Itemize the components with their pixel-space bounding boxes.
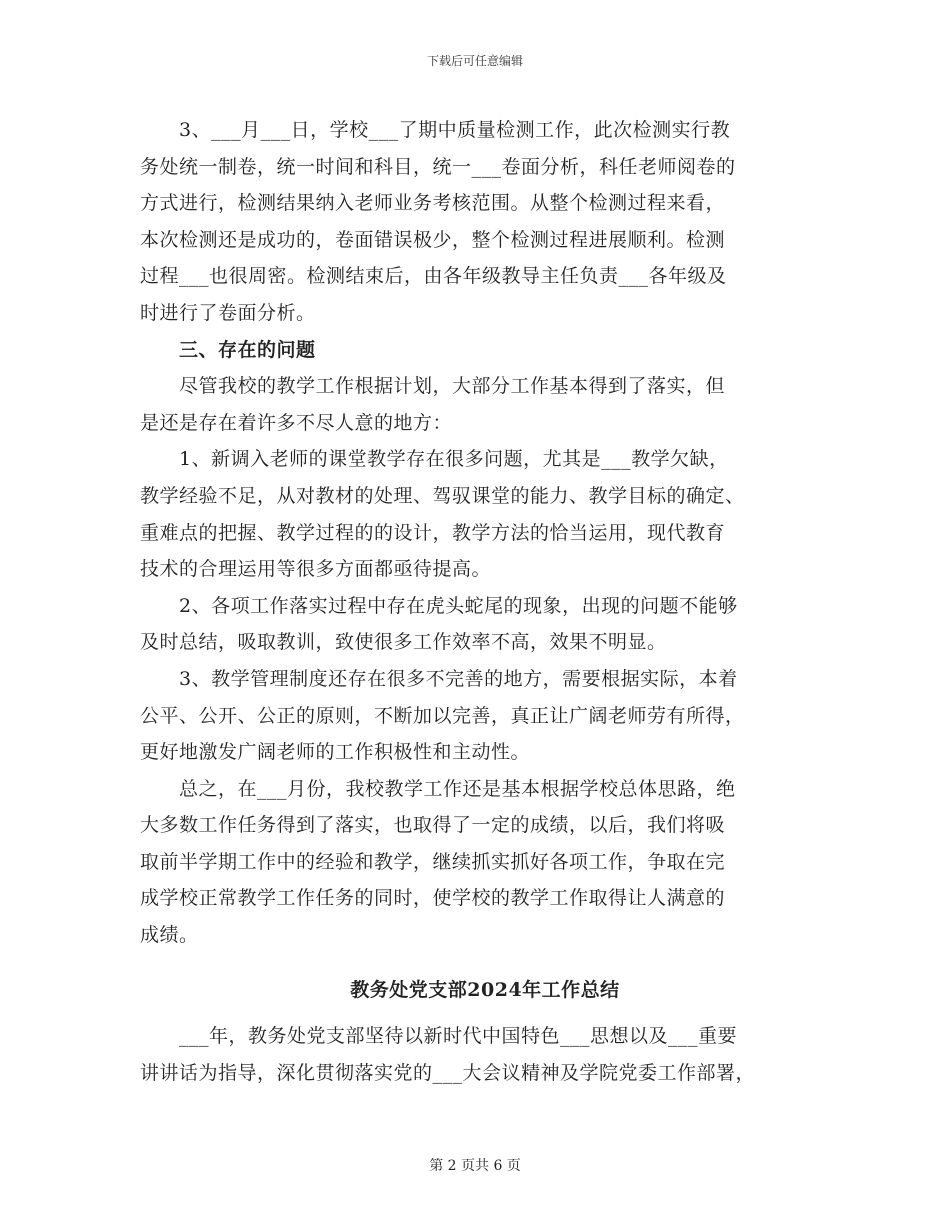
paragraph-problems-intro: 尽管我校的教学工作根据计划，大部分工作基本得到了落实，但 是还是存在着许多不尽人意的地方： bbox=[140, 375, 726, 434]
paragraph-problem-2: 2、各项工作落实过程中存在虎头蛇尾的现象，出现的问题不能够 及时总结，吸取教训，致使很多工作效率不高，效果不明显。 bbox=[140, 594, 738, 654]
paragraph-conclusion: 总之，在___月份，我校教学工作还是基本根据学校总体思路，绝 大多数工作任务得到了落实，也取得了一定的成绩，以后，我们将吸 取前半学期工作中的经验和教学，继续抓实抓好各项工作，争取在完 成学校正常教学工作任务的同时，使学校的教学工作取得让人满意的 成绩。 bbox=[140, 777, 736, 947]
paragraph-problem-1: 1、新调入老师的课堂教学存在很多问题，尤其是___教学欠缺， 教学经验不足，从对教材的处理、驾驭课堂的能力、教学目标的确定、 重难点的把握、教学过程的的设计，教学方法的恰当运用，现代教育 技术的合理运用等很多方面都亟待提高。 bbox=[140, 448, 745, 581]
page-footer: 第 2 页共 6 页 bbox=[429, 1158, 521, 1174]
paragraph-problem-3: 3、教学管理制度还存在很多不完善的地方，需要根据实际，本着 公平、公开、公正的原则，不断加以完善，真正让广阔老师劳有所得， 更好地激发广阔老师的工作积极性和主动性。 bbox=[140, 667, 745, 764]
paragraph-exam-inspection: 3、___月___日，学校___了期中质量检测工作，此次检测实行教 务处统一制卷，统一时间和科目，统一___卷面分析，科任老师阅卷的 方式进行，检测结果纳入老师业务考核范围。从整个检测过程来看， 本次检测还是成功的，卷面错误极少，整个检测过程进展顺利。检测 过程___也很周密。检测结束后，由各年级教导主任负责___各年级及 时进行了卷面分析。 bbox=[140, 119, 736, 324]
paragraph-party-branch-intro: ___年，教务处党支部坚待以新时代中国特色___思想以及___重要 讲讲话为指导，深化贯彻落实党的___大会议精神及学院党委工作部署， bbox=[140, 1025, 756, 1084]
document-body bbox=[140, 112, 830, 1091]
document-title: 教务处党支部2024年工作总结 bbox=[350, 978, 620, 1001]
page-header: 下载后可任意编辑 bbox=[426, 54, 523, 68]
section-heading-problems: 三、存在的问题 bbox=[140, 338, 316, 361]
